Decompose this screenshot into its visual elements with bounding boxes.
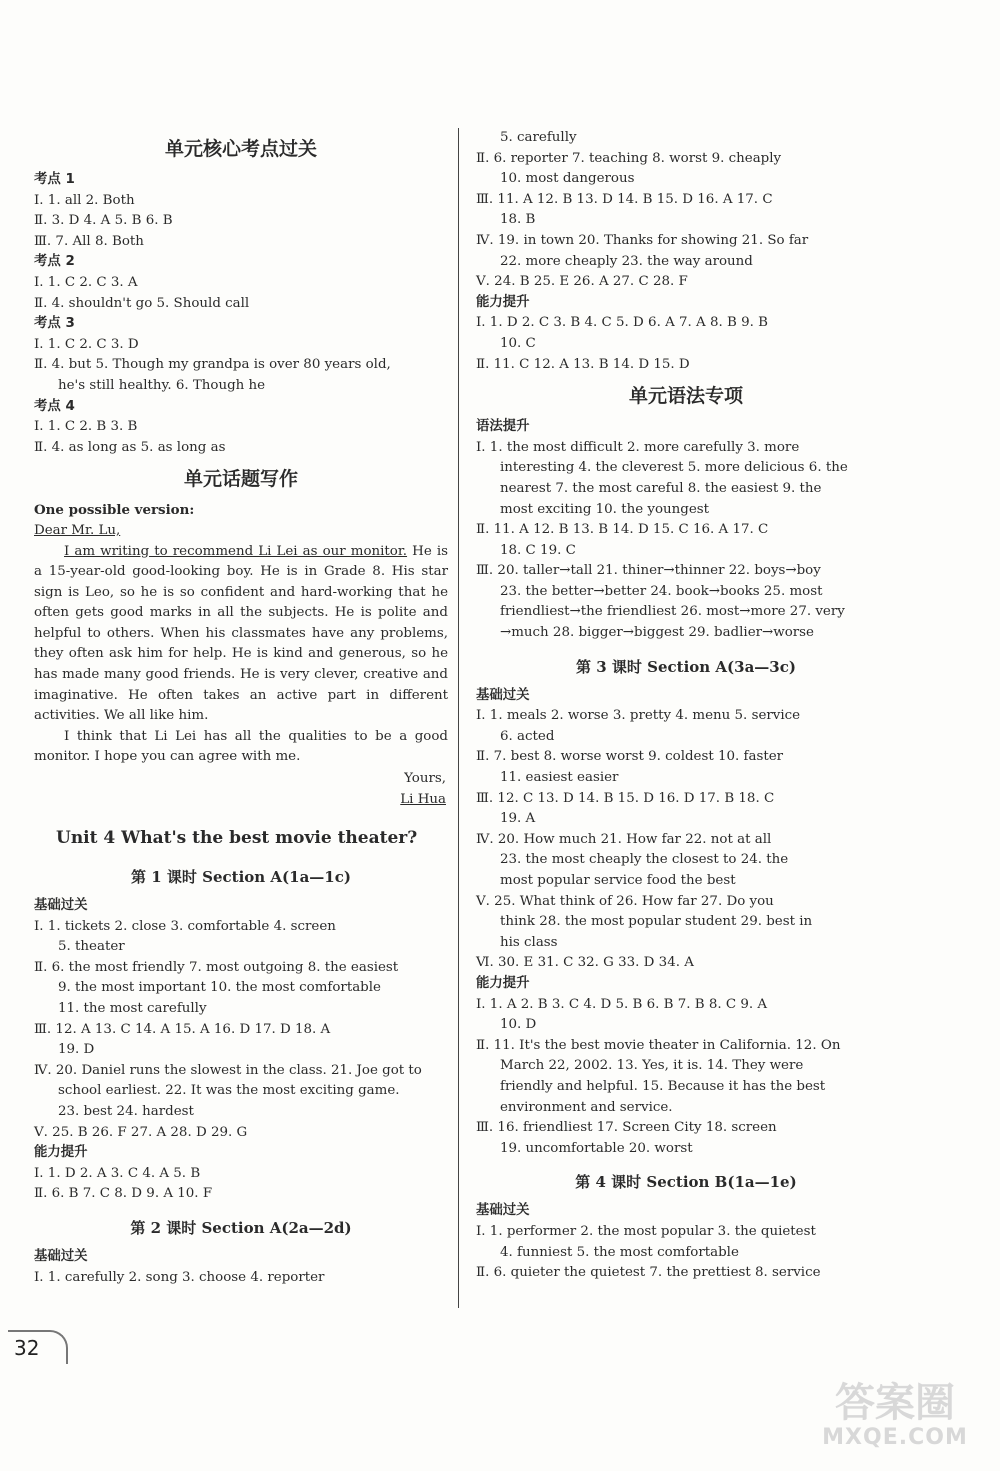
watermark-logo [800, 1380, 990, 1460]
answer-line: friendliest→the friendliest 26. most→more 27. very [500, 604, 845, 620]
answer-line: school earliest. 22. It was the most exciting game. [58, 1083, 400, 1099]
answer-line: Ⅱ. 11. C 12. A 13. B 14. D 15. D [476, 356, 690, 372]
answer-line: Ⅰ. 1. all 2. Both [34, 192, 135, 208]
answer-line: Ⅳ. 20. Daniel runs the slowest in the class. 21. Joe got to [34, 1062, 422, 1078]
essay-topic-sentence: I am writing to recommend Li Lei as our monitor. [64, 543, 408, 559]
lesson-heading: 第 4 课时 Section B(1a—1e) [575, 1173, 797, 1192]
answer-line: Ⅰ. 1. C 2. C 3. D [34, 336, 139, 352]
subsection-label: 能力提升 [476, 975, 530, 991]
answer-line: Ⅰ. 1. A 2. B 3. C 4. D 5. B 6. B 7. B 8. C 9. A [476, 996, 768, 1012]
answer-line: interesting 4. the cleverest 5. more delicious 6. the [500, 460, 848, 476]
answer-line: 10. most dangerous [500, 171, 635, 187]
subsection-label: 语法提升 [476, 419, 530, 435]
answer-line: 19. D [58, 1042, 95, 1058]
watermark-text: 答案圈 [835, 1380, 955, 1426]
answer-line: 19. uncomfortable 20. worst [500, 1140, 693, 1156]
answer-line: 23. the better→better 24. book→books 25. most [500, 583, 823, 599]
answer-line: Ⅱ. 6. B 7. C 8. D 9. A 10. F [34, 1186, 213, 1202]
answer-line: 22. more cheaply 23. the way around [500, 253, 753, 269]
kaodian-label: 考点 3 [34, 316, 75, 332]
answer-line: Ⅰ. 1. D 2. A 3. C 4. A 5. B [34, 1165, 201, 1181]
answer-line: March 22, 2002. 13. Yes, it is. 14. They were [500, 1058, 804, 1074]
answer-line: →much 28. bigger→biggest 29. badlier→worse [500, 625, 814, 641]
answer-line: Ⅵ. 30. E 31. C 32. G 33. D 34. A [476, 955, 694, 971]
signature-name: Li Hua [400, 792, 446, 808]
answer-line: 19. A [500, 811, 536, 827]
answer-line: 11. the most carefully [58, 1001, 207, 1016]
lesson-heading: 第 1 课时 Section A(1a—1c) [131, 868, 351, 887]
answer-line: Ⅳ. 19. in town 20. Thanks for showing 21. So far [476, 232, 809, 248]
answer-line: Ⅱ. 4. as long as 5. as long as [34, 439, 226, 455]
answer-line: Ⅲ. 12. A 13. C 14. A 15. A 16. D 17. D 18. A [34, 1021, 331, 1037]
salutation: Dear Mr. Lu, [34, 522, 121, 538]
answer-line: Ⅰ. 1. C 2. B 3. B [34, 419, 138, 435]
answer-line: his class [500, 934, 558, 950]
answer-line: Ⅲ. 7. All 8. Both [34, 233, 144, 249]
left-column [34, 128, 459, 1308]
answer-line: Ⅱ. 6. quieter the quietest 7. the prettiest 8. service [476, 1265, 821, 1281]
answer-line: Ⅱ. 7. best 8. worse worst 9. coldest 10. faster [476, 749, 784, 765]
answer-line: 23. best 24. hardest [58, 1103, 194, 1119]
right-column [476, 128, 896, 1284]
subsection-label: 基础过关 [34, 1248, 88, 1264]
answer-line: think 28. the most popular student 29. best in [500, 914, 813, 930]
answer-line: Ⅱ. 6. the most friendly 7. most outgoing 8. the easiest [34, 959, 399, 975]
answer-line: Ⅲ. 20. taller→tall 21. thiner→thinner 22. boys→boy [476, 563, 821, 579]
section-heading-grammar: 单元语法专项 [628, 385, 743, 408]
answer-line: 6. acted [500, 728, 555, 744]
answer-line: 5. carefully [500, 130, 577, 145]
kaodian-label: 考点 2 [34, 254, 75, 270]
answer-line: 18. C 19. C [500, 542, 576, 558]
answer-line: Ⅰ. 1. tickets 2. close 3. comfortable 4. screen [34, 918, 336, 934]
answer-line: friendly and helpful. 15. Because it has the best [500, 1078, 826, 1094]
answer-line: Ⅱ. 4. but 5. Though my grandpa is over 80 years old, [34, 357, 391, 373]
answer-line: 5. theater [58, 939, 125, 955]
answer-line: Ⅴ. 24. B 25. E 26. A 27. C 28. F [476, 274, 688, 290]
essay-body: He is a 15-year-old good-looking boy. He is in Grade 8. His star sign is Leo, so he is so confident and hard-working that he often gets good marks in all the subjects. He is polite and helpful to others. When his classmates have any problems, they often ask him for help. He is kind and generous, so he has made many good friends. He is very clever, creative and imaginative. He often takes an active part in different activities. We all like him. [34, 543, 448, 724]
subsection-label: 能力提升 [476, 294, 530, 310]
lesson-heading: 第 3 课时 Section A(3a—3c) [576, 657, 796, 676]
answer-line: Ⅳ. 20. How much 21. How far 22. not at all [476, 831, 772, 847]
answer-line: Ⅰ. 1. D 2. C 3. B 4. C 5. D 6. A 7. A 8. B 9. B [476, 315, 768, 331]
answer-line: most exciting 10. the youngest [500, 501, 710, 517]
essay-paragraph [34, 542, 448, 727]
answer-line: Ⅱ. 11. A 12. B 13. B 14. D 15. C 16. A 17. C [476, 522, 769, 538]
essay-paragraph: I think that Li Lei has all the qualities to be a good monitor. I hope you can agree with me. [34, 728, 448, 765]
page-number: 32 [8, 1330, 68, 1364]
answer-line: environment and service. [500, 1099, 673, 1115]
answer-line: Ⅱ. 11. It's the best movie theater in California. 12. On [476, 1037, 841, 1053]
answer-line: Ⅰ. 1. carefully 2. song 3. choose 4. reporter [34, 1269, 325, 1285]
answer-line: Ⅰ. 1. performer 2. the most popular 3. the quietest [476, 1223, 816, 1239]
answer-line: Ⅰ. 1. the most difficult 2. more carefully 3. more [476, 439, 800, 455]
signature [34, 789, 448, 810]
answer-line: Ⅲ. 11. A 12. B 13. D 14. B 15. D 16. A 17. C [476, 191, 773, 207]
answer-line: 23. the most cheaply the closest to 24. the [500, 852, 789, 868]
answer-line: Ⅴ. 25. B 26. F 27. A 28. D 29. G [34, 1124, 248, 1140]
answer-line: most popular service food the best [500, 873, 736, 888]
answer-line: Ⅱ. 3. D 4. A 5. B 6. B [34, 213, 173, 229]
answer-line: 10. D [500, 1017, 537, 1033]
answer-line: 9. the most important 10. the most comfortable [58, 980, 381, 996]
answer-line: 18. B [500, 212, 536, 228]
version-label: One possible version: [34, 502, 195, 519]
signoff [34, 768, 448, 789]
answer-line: he's still healthy. 6. Though he [58, 377, 266, 393]
answer-line: Ⅰ. 1. C 2. C 3. A [34, 274, 138, 290]
subsection-label: 基础过关 [476, 1203, 530, 1219]
subsection-label: 基础过关 [34, 898, 88, 914]
section-heading-core: 单元核心考点过关 [164, 138, 317, 160]
answer-line: Ⅲ. 16. friendliest 17. Screen City 18. screen [476, 1120, 777, 1136]
lesson-heading: 第 2 课时 Section A(2a—2d) [130, 1218, 352, 1237]
answer-line: Ⅴ. 25. What think of 26. How far 27. Do you [476, 893, 774, 909]
watermark-url: MXQE.COM [822, 1425, 968, 1450]
kaodian-label: 考点 4 [34, 398, 75, 414]
unit-title: Unit 4 What's the best movie theater? [56, 828, 418, 849]
answer-line: 10. C [500, 335, 536, 351]
subsection-label: 基础过关 [476, 687, 530, 703]
answer-line: 4. funniest 5. the most comfortable [500, 1244, 739, 1260]
answer-line: nearest 7. the most careful 8. the easiest 9. the [500, 480, 822, 496]
answer-line: Ⅱ. 6. reporter 7. teaching 8. worst 9. cheaply [476, 150, 782, 166]
answer-line: Ⅱ. 4. shouldn't go 5. Should call [34, 295, 250, 311]
kaodian-label: 考点 1 [34, 172, 75, 187]
signoff-yours: Yours, [404, 771, 446, 787]
answer-line: Ⅲ. 12. C 13. D 14. B 15. D 16. D 17. B 18. C [476, 790, 775, 806]
answer-line: 11. easiest easier [500, 770, 619, 786]
subsection-label: 能力提升 [34, 1145, 88, 1161]
answer-line: Ⅰ. 1. meals 2. worse 3. pretty 4. menu 5. service [476, 708, 801, 724]
section-heading-writing: 单元话题写作 [183, 468, 298, 491]
